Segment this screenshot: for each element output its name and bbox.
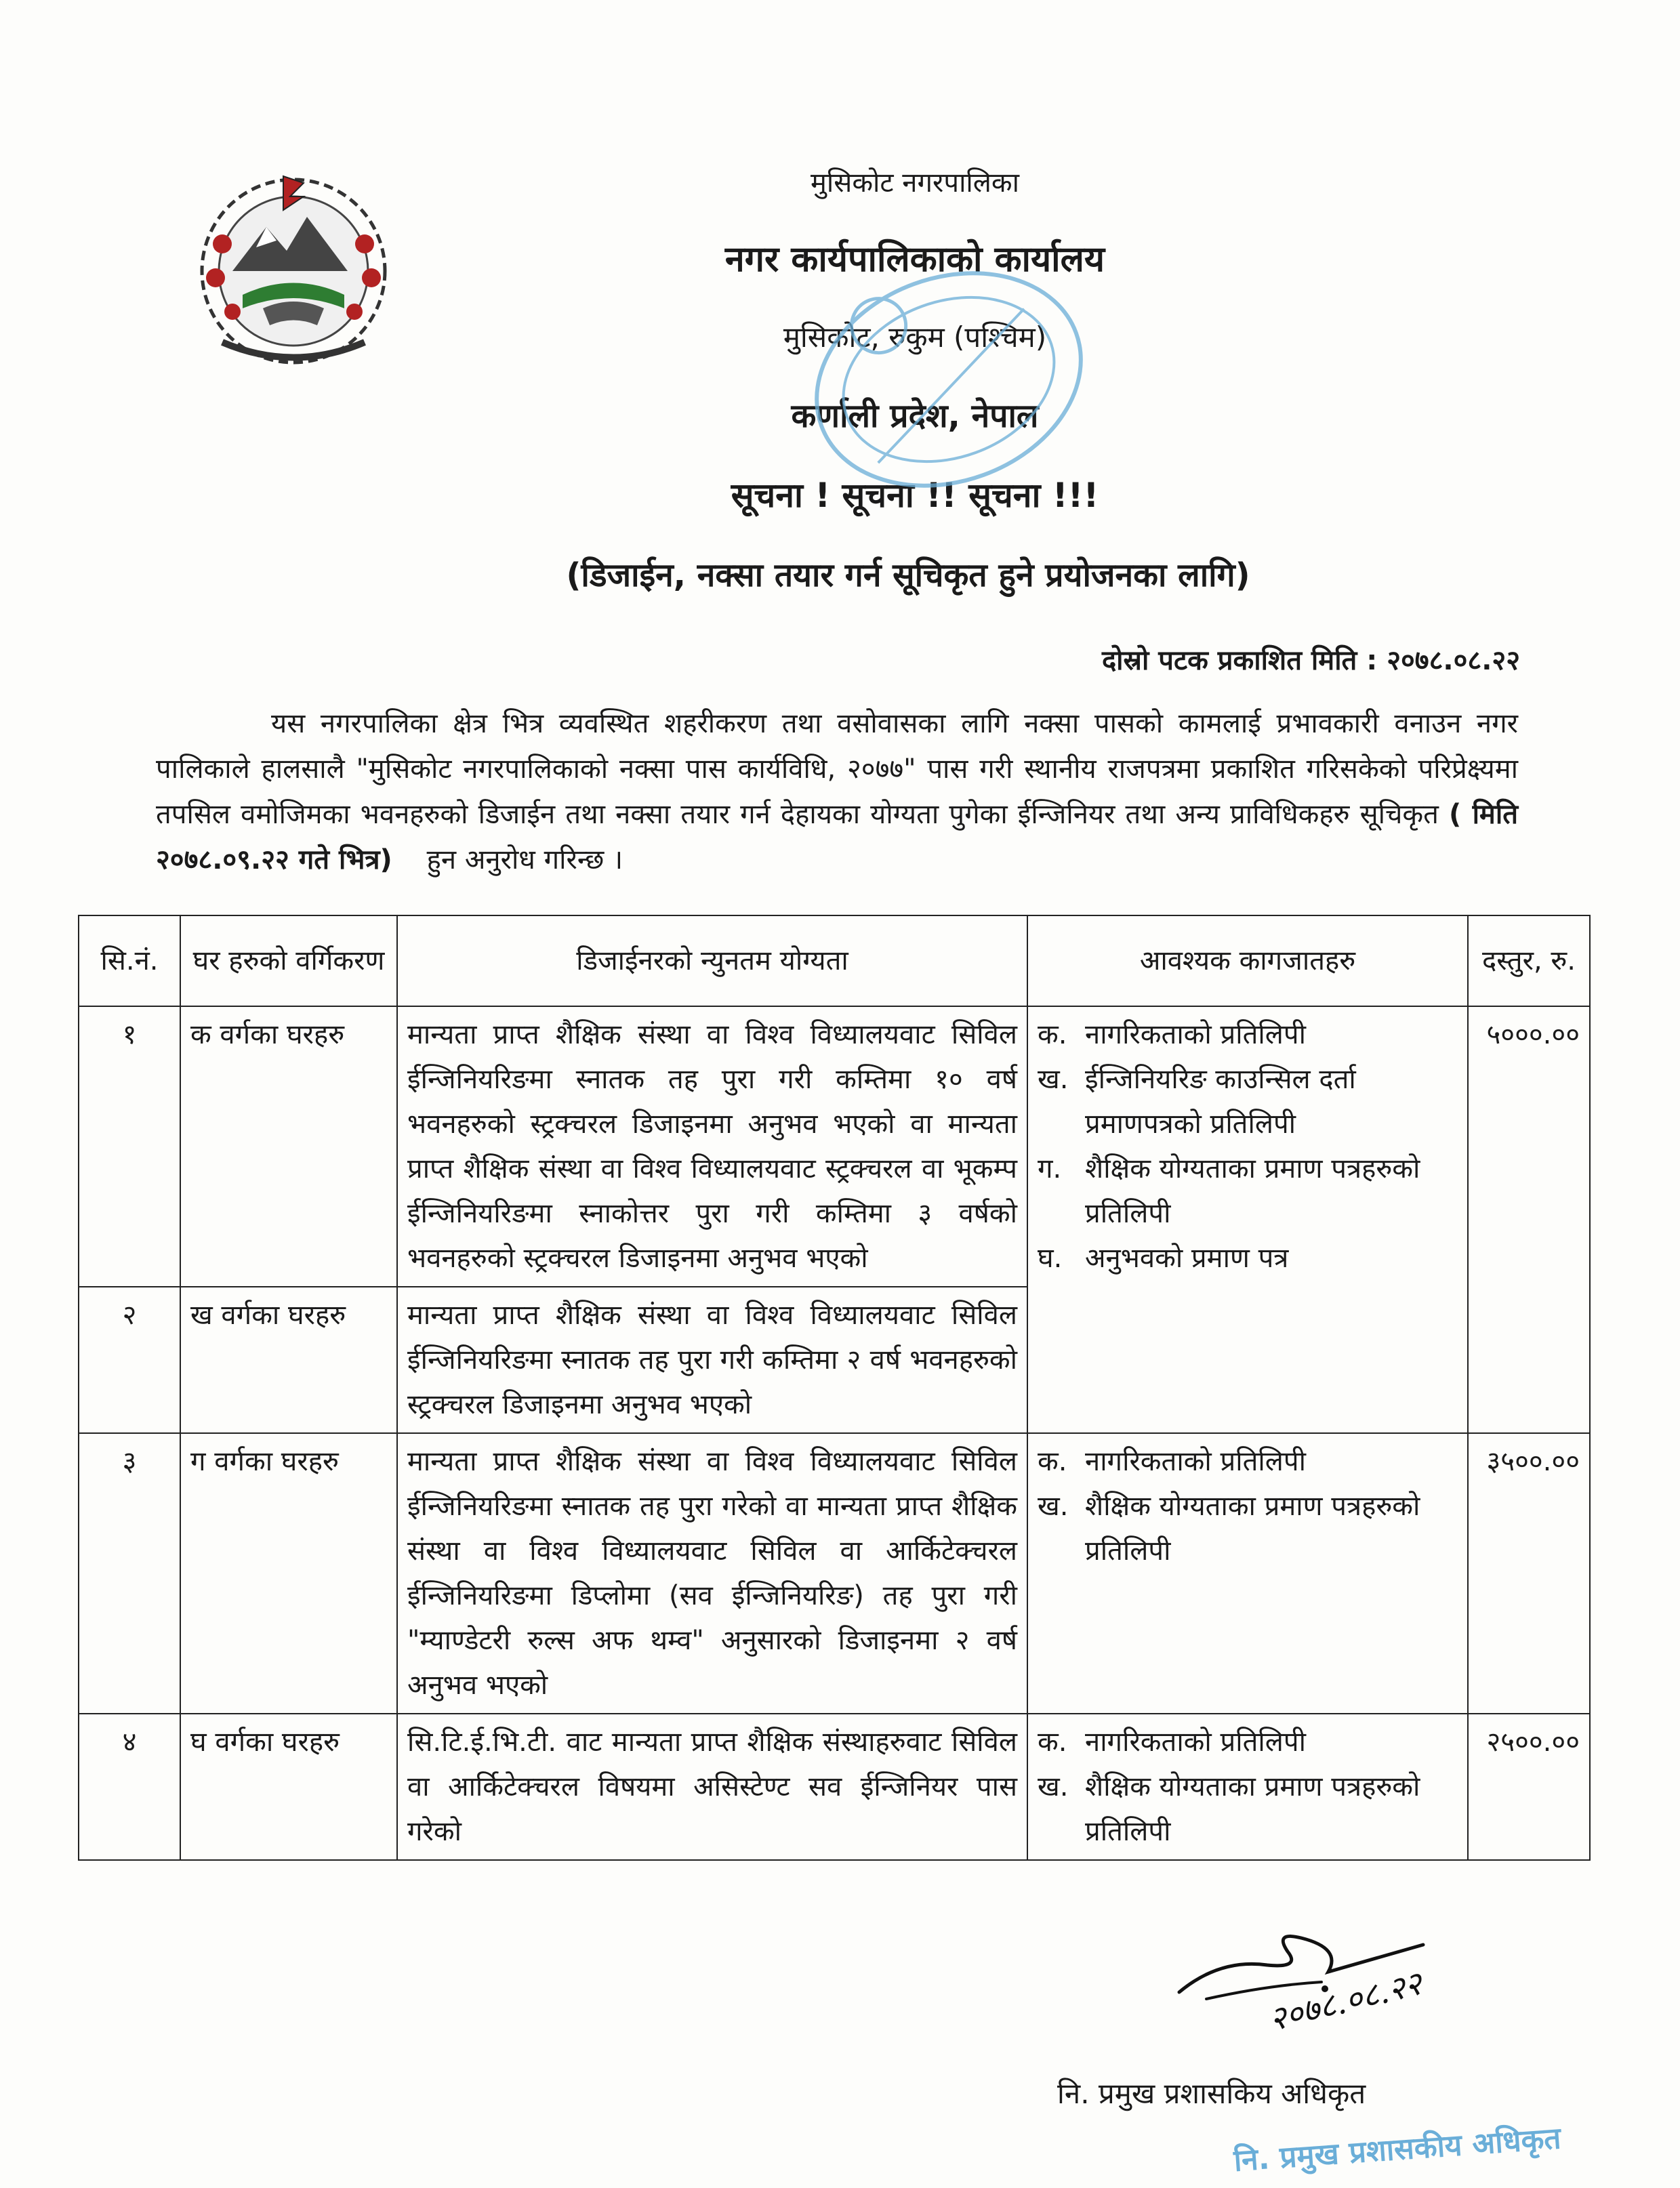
cell-category: ख वर्गका घरहरु <box>180 1287 397 1433</box>
signature-date: २०७८.०८.२२ <box>1265 1964 1426 2039</box>
cell-sn: २ <box>79 1287 180 1433</box>
cell-category: ग वर्गका घरहरु <box>180 1433 397 1714</box>
header-sn: सि.नं. <box>79 915 180 1006</box>
cell-category: घ वर्गका घरहरु <box>180 1714 397 1860</box>
document-item: क. नागरिकताको प्रतिलिपी <box>1038 1727 1306 1758</box>
table-row <box>79 1006 1590 1287</box>
municipality-name: मुसिकोट नगरपालिका <box>811 167 1019 199</box>
cell-qualification: मान्यता प्राप्त शैक्षिक संस्था वा विश्व विध्यालयवाट सिविल ईन्जिनियरिङमा स्नातक तह पुरा गरी कम्तिमा २ वर्ष भवनहरुको स्ट्रक्चरल डिजाइनमा अनुभव भएको <box>397 1287 1027 1433</box>
cell-documents <box>1027 1006 1468 1433</box>
document-item: ग. शैक्षिक योग्यताका प्रमाण पत्रहरुको प्रतिलिपी <box>1038 1153 1420 1229</box>
cell-fee: ३५००.०० <box>1468 1433 1590 1714</box>
office-address: मुसिकोट, रुकुम (पश्चिम) <box>783 321 1047 354</box>
cell-category: क वर्गका घरहरु <box>180 1006 397 1287</box>
nepal-emblem-logo <box>182 169 405 373</box>
document-item: ख. शैक्षिक योग्यताका प्रमाण पत्रहरुको प्रतिलिपी <box>1038 1491 1420 1567</box>
province-name: कर्णाली प्रदेश, नेपाल <box>791 397 1039 435</box>
document-item: क. नागरिकताको प्रतिलिपी <box>1038 1446 1306 1477</box>
qualification-table <box>78 915 1591 1861</box>
document-item: ख. शैक्षिक योग्यताका प्रमाण पत्रहरुको प्रतिलिपी <box>1038 1771 1420 1847</box>
cell-sn: ३ <box>79 1433 180 1714</box>
paragraph-request: हुन अनुरोध गरिन्छ । <box>426 844 623 875</box>
officer-title: नि. प्रमुख प्रशासकिय अधिकृत <box>1057 2077 1366 2110</box>
header-fee: दस्तुर, रु. <box>1468 915 1590 1006</box>
officer-stamp: नि. प्रमुख प्रशासकीय अधिकृत <box>1232 2121 1562 2179</box>
header-qualification: डिजाईनरको न्युनतम योग्यता <box>397 915 1027 1006</box>
notice-paragraph <box>156 701 1518 883</box>
header-category: घर हरुको वर्गिकरण <box>180 915 397 1006</box>
official-stamp <box>800 257 1098 501</box>
cell-qualification: मान्यता प्राप्त शैक्षिक संस्था वा विश्व विध्यालयवाट सिविल ईन्जिनियरिङमा स्नातक तह पुरा गरेको वा मान्यता प्राप्त शैक्षिक संस्था वा विश्व विध्यालयवाट सिविल वा आर्किटेक्चरल ईन्जिनियरिङमा डिप्लोमा (सव ईन्जिनियरिङ) तह पुरा गरी "म्याण्डेटरी रुल्स अफ थम्व" अनुसारको डिजाइनमा २ वर्ष अनुभव भएको <box>397 1433 1027 1714</box>
header-documents: आवश्यक कागजातहरु <box>1027 915 1468 1006</box>
office-name: नगर कार्यपालिकाको कार्यालय <box>724 239 1105 280</box>
table-row <box>79 1433 1590 1714</box>
document-item: क. नागरिकताको प्रतिलिपी <box>1038 1019 1306 1050</box>
cell-fee: ५०००.०० <box>1468 1006 1590 1433</box>
table-header-row <box>79 915 1590 1006</box>
cell-documents <box>1027 1714 1468 1860</box>
notice-subtitle: (डिजाईन, नक्सा तयार गर्न सूचिकृत हुने प्रयोजनका लागि) <box>566 556 1250 594</box>
cell-qualification: मान्यता प्राप्त शैक्षिक संस्था वा विश्व विध्यालयवाट सिविल ईन्जिनियरिङमा स्नातक तह पुरा गरी कम्तिमा १० वर्ष भवनहरुको स्ट्रक्चरल डिजाइनमा अनुभव भएको वा मान्यता प्राप्त शैक्षिक संस्था वा विश्व विध्यालयवाट स्ट्रक्चरल वा भूकम्प ईन्जिनियरिङमा स्नाकोत्तर पुरा गरी कम्तिमा ३ वर्षको भवनहरुको स्ट्रक्चरल डिजाइनमा अनुभव भएको <box>397 1006 1027 1287</box>
document-item: घ. अनुभवको प्रमाण पत्र <box>1038 1243 1289 1274</box>
cell-qualification: सि.टि.ई.भि.टी. वाट मान्यता प्राप्त शैक्षिक संस्थाहरुवाट सिविल वा आर्किटेक्चरल विषयमा असिस्टेण्ट सव ईन्जिनियर पास गरेको <box>397 1714 1027 1860</box>
cell-sn: १ <box>79 1006 180 1287</box>
publication-date: दोस्रो पटक प्रकाशित मिति : २०७८.०८.२२ <box>1101 645 1520 676</box>
paragraph-text: यस नगरपालिका क्षेत्र भित्र व्यवस्थित शहरीकरण तथा वसोवासका लागि नक्सा पासको कामलाई प्रभावकारी वनाउन नगर पालिकाले हालसालै "मुसिकोट नगरपालिकाको नक्सा पास कार्यविधि, २०७७" पास गरी स्थानीय राजपत्रमा प्रकाशित गरिसकेको परिप्रेक्ष्यमा तपसिल वमोजिमका भवनहरुको डिजाईन तथा नक्सा तयार गर्न देहायका योग्यता पुगेका ईन्जिनियर तथा अन्य प्राविधिकहरु सूचिकृत <box>156 708 1518 830</box>
table-row <box>79 1714 1590 1860</box>
cell-documents <box>1027 1433 1468 1714</box>
document-item: ख. ईन्जिनियरिङ काउन्सिल दर्ता प्रमाणपत्रको प्रतिलिपी <box>1038 1064 1356 1140</box>
notice-heading: सूचना ! सूचना !! सूचना !!! <box>731 476 1099 515</box>
cell-sn: ४ <box>79 1714 180 1860</box>
cell-fee: २५००.०० <box>1468 1714 1590 1860</box>
deadline-text: ( मिति २०७८.०९.२२ गते भित्र) <box>156 799 1519 875</box>
